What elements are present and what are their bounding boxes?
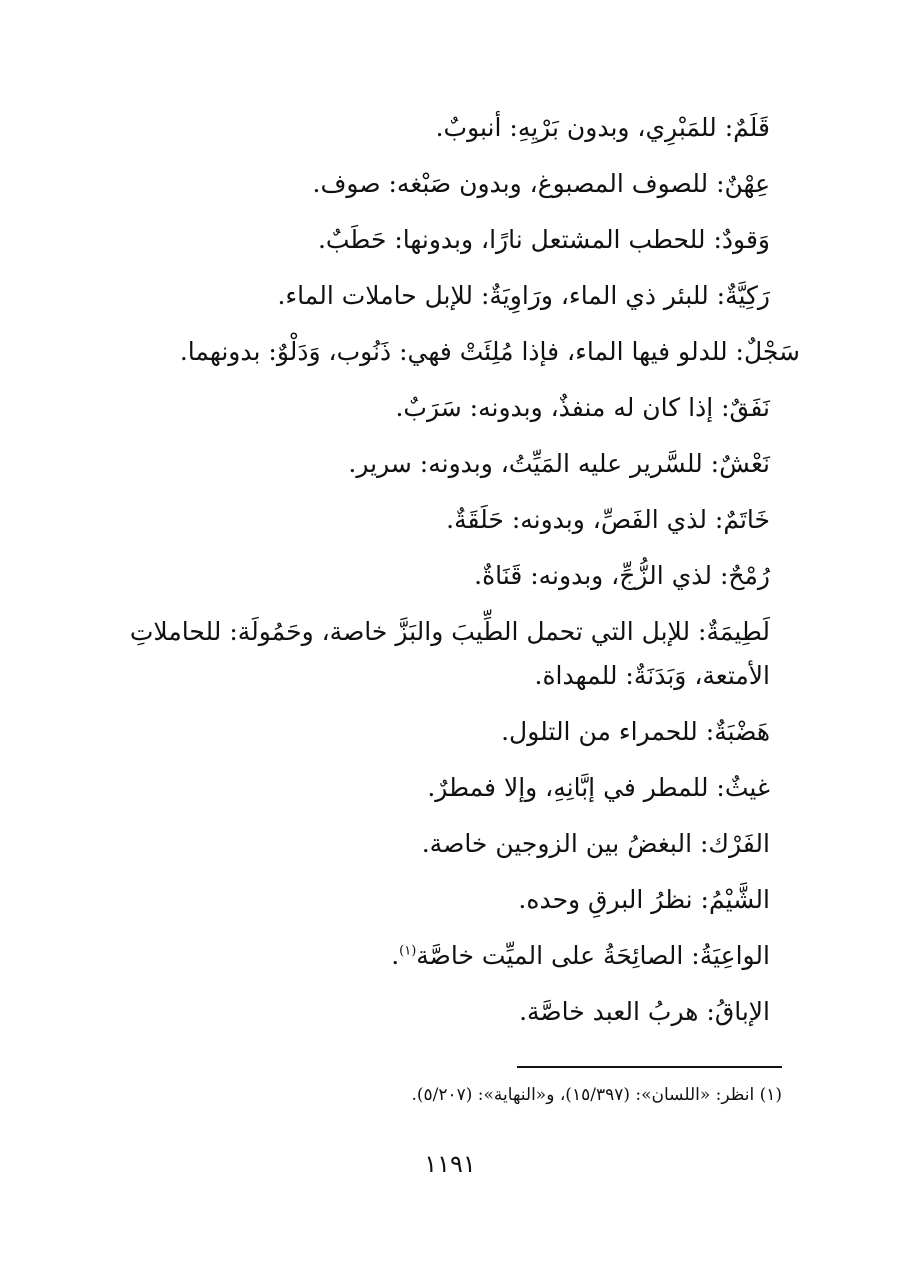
page-number: ١١٩١	[424, 1150, 476, 1178]
entry-definition: للمطر في إبَّانِهِ، وإلا فمطرٌ.	[427, 773, 709, 802]
entry-waiya	[120, 928, 770, 984]
entry-waqud	[120, 212, 770, 268]
entry-colon: :	[727, 337, 744, 366]
entry-colon: :	[716, 113, 734, 142]
entry-term: رَكِيَّةٌ	[725, 281, 770, 310]
entry-colon: :	[697, 717, 715, 746]
entry-definition: للإبل التي تحمل الطِّيبَ والبَزَّ خاصة، وحَمُولَة: للحاملاتِ الأمتعة، وَبَدَنَةٌ: للمهداة.	[129, 617, 770, 690]
entry-term: الإباقُ	[714, 997, 770, 1026]
entry-ibaq	[120, 984, 770, 1040]
entry-ghayth	[120, 760, 770, 816]
entry-colon: :	[713, 393, 730, 422]
entry-definition: للسَّرير عليه المَيِّتُ، وبدونه: سرير.	[348, 449, 703, 478]
entry-definition: للمَبْرِي، وبدون بَرْيِهِ: أنبوبٌ.	[435, 113, 717, 142]
entry-rumh	[120, 548, 770, 604]
entry-rakiyya	[120, 268, 770, 324]
entry-colon: :	[698, 997, 715, 1026]
entry-qalam	[120, 100, 770, 156]
entry-term: الفَرْك	[708, 829, 770, 858]
entry-colon: :	[702, 449, 720, 478]
entry-period: .	[391, 941, 400, 970]
entry-definition: للبئر ذي الماء، ورَاوِيَةٌ: للإبل حاملات الماء.	[277, 281, 709, 310]
entry-sajl	[120, 324, 800, 380]
entry-term: نَعْشٌ	[719, 449, 770, 478]
entry-term: سَجْلٌ	[743, 337, 800, 366]
entry-term: غيثٌ	[724, 773, 770, 802]
entry-definition: لذي الفَصِّ، وبدونه: حَلَقَةٌ.	[446, 505, 707, 534]
footnote: (١) انظر: «اللسان»: (١٥/٣٩٧)، و«النهاية»: (٥/٢٠٧).	[411, 1085, 782, 1105]
entry-definition: للحطب المشتعل نارًا، وبدونها: حَطَبٌ.	[317, 225, 706, 254]
entry-colon: :	[690, 617, 707, 646]
entries-list	[120, 100, 800, 1040]
entry-fark	[120, 816, 770, 872]
entry-term: هَضْبَةٌ	[714, 717, 770, 746]
entry-colon: :	[712, 561, 729, 590]
entry-definition: للدلو فيها الماء، فإذا مُلِئَتْ فهي: ذَنُوب، وَدَلْوٌ: بدونهما.	[179, 337, 728, 366]
entry-term: وَقودٌ	[721, 225, 770, 254]
entry-definition: لذي الزُّجِّ، وبدونه: قَنَاةٌ.	[474, 561, 713, 590]
entry-definition: الصائِحَةُ على الميِّت خاصَّة	[416, 941, 684, 970]
entry-definition: للحمراء من التلول.	[501, 717, 698, 746]
entry-term: عِهْنٌ	[724, 169, 770, 198]
entry-colon: :	[692, 885, 709, 914]
entry-term: خَاتَمٌ	[723, 505, 770, 534]
entry-term: قَلَمٌ	[733, 113, 770, 142]
entry-definition: نظرُ البرقِ وحده.	[518, 885, 693, 914]
entry-colon: :	[708, 773, 725, 802]
entry-ihn	[120, 156, 770, 212]
entry-definition: إذا كان له منفذٌ، وبدونه: سَرَبٌ.	[395, 393, 714, 422]
entry-definition: البغضُ بين الزوجين خاصة.	[421, 829, 693, 858]
entry-khatam	[120, 492, 770, 548]
entry-colon: :	[683, 941, 700, 970]
entry-term: نَفَقٌ	[729, 393, 770, 422]
entry-colon: :	[708, 281, 726, 310]
entry-term: رُمْحٌ	[728, 561, 770, 590]
entry-nafaq	[120, 380, 770, 436]
entry-definition: للصوف المصبوغ، وبدون صَبْغه: صوف.	[312, 169, 709, 198]
entry-colon: :	[706, 505, 724, 534]
footnote-reference[interactable]: (١)	[399, 943, 417, 959]
entry-term: لَطِيمَةٌ	[706, 617, 770, 646]
entry-nash	[120, 436, 770, 492]
entry-latima	[120, 604, 800, 704]
entry-colon: :	[692, 829, 709, 858]
footnote-divider	[517, 1066, 782, 1068]
entry-hadba	[120, 704, 770, 760]
entry-definition: هربُ العبد خاصَّة.	[519, 997, 699, 1026]
entry-colon: :	[708, 169, 725, 198]
entry-colon: :	[705, 225, 722, 254]
entry-shaym	[120, 872, 770, 928]
entry-term: الواعِيَةُ	[699, 941, 770, 970]
entry-term: الشَّيْمُ	[708, 885, 770, 914]
